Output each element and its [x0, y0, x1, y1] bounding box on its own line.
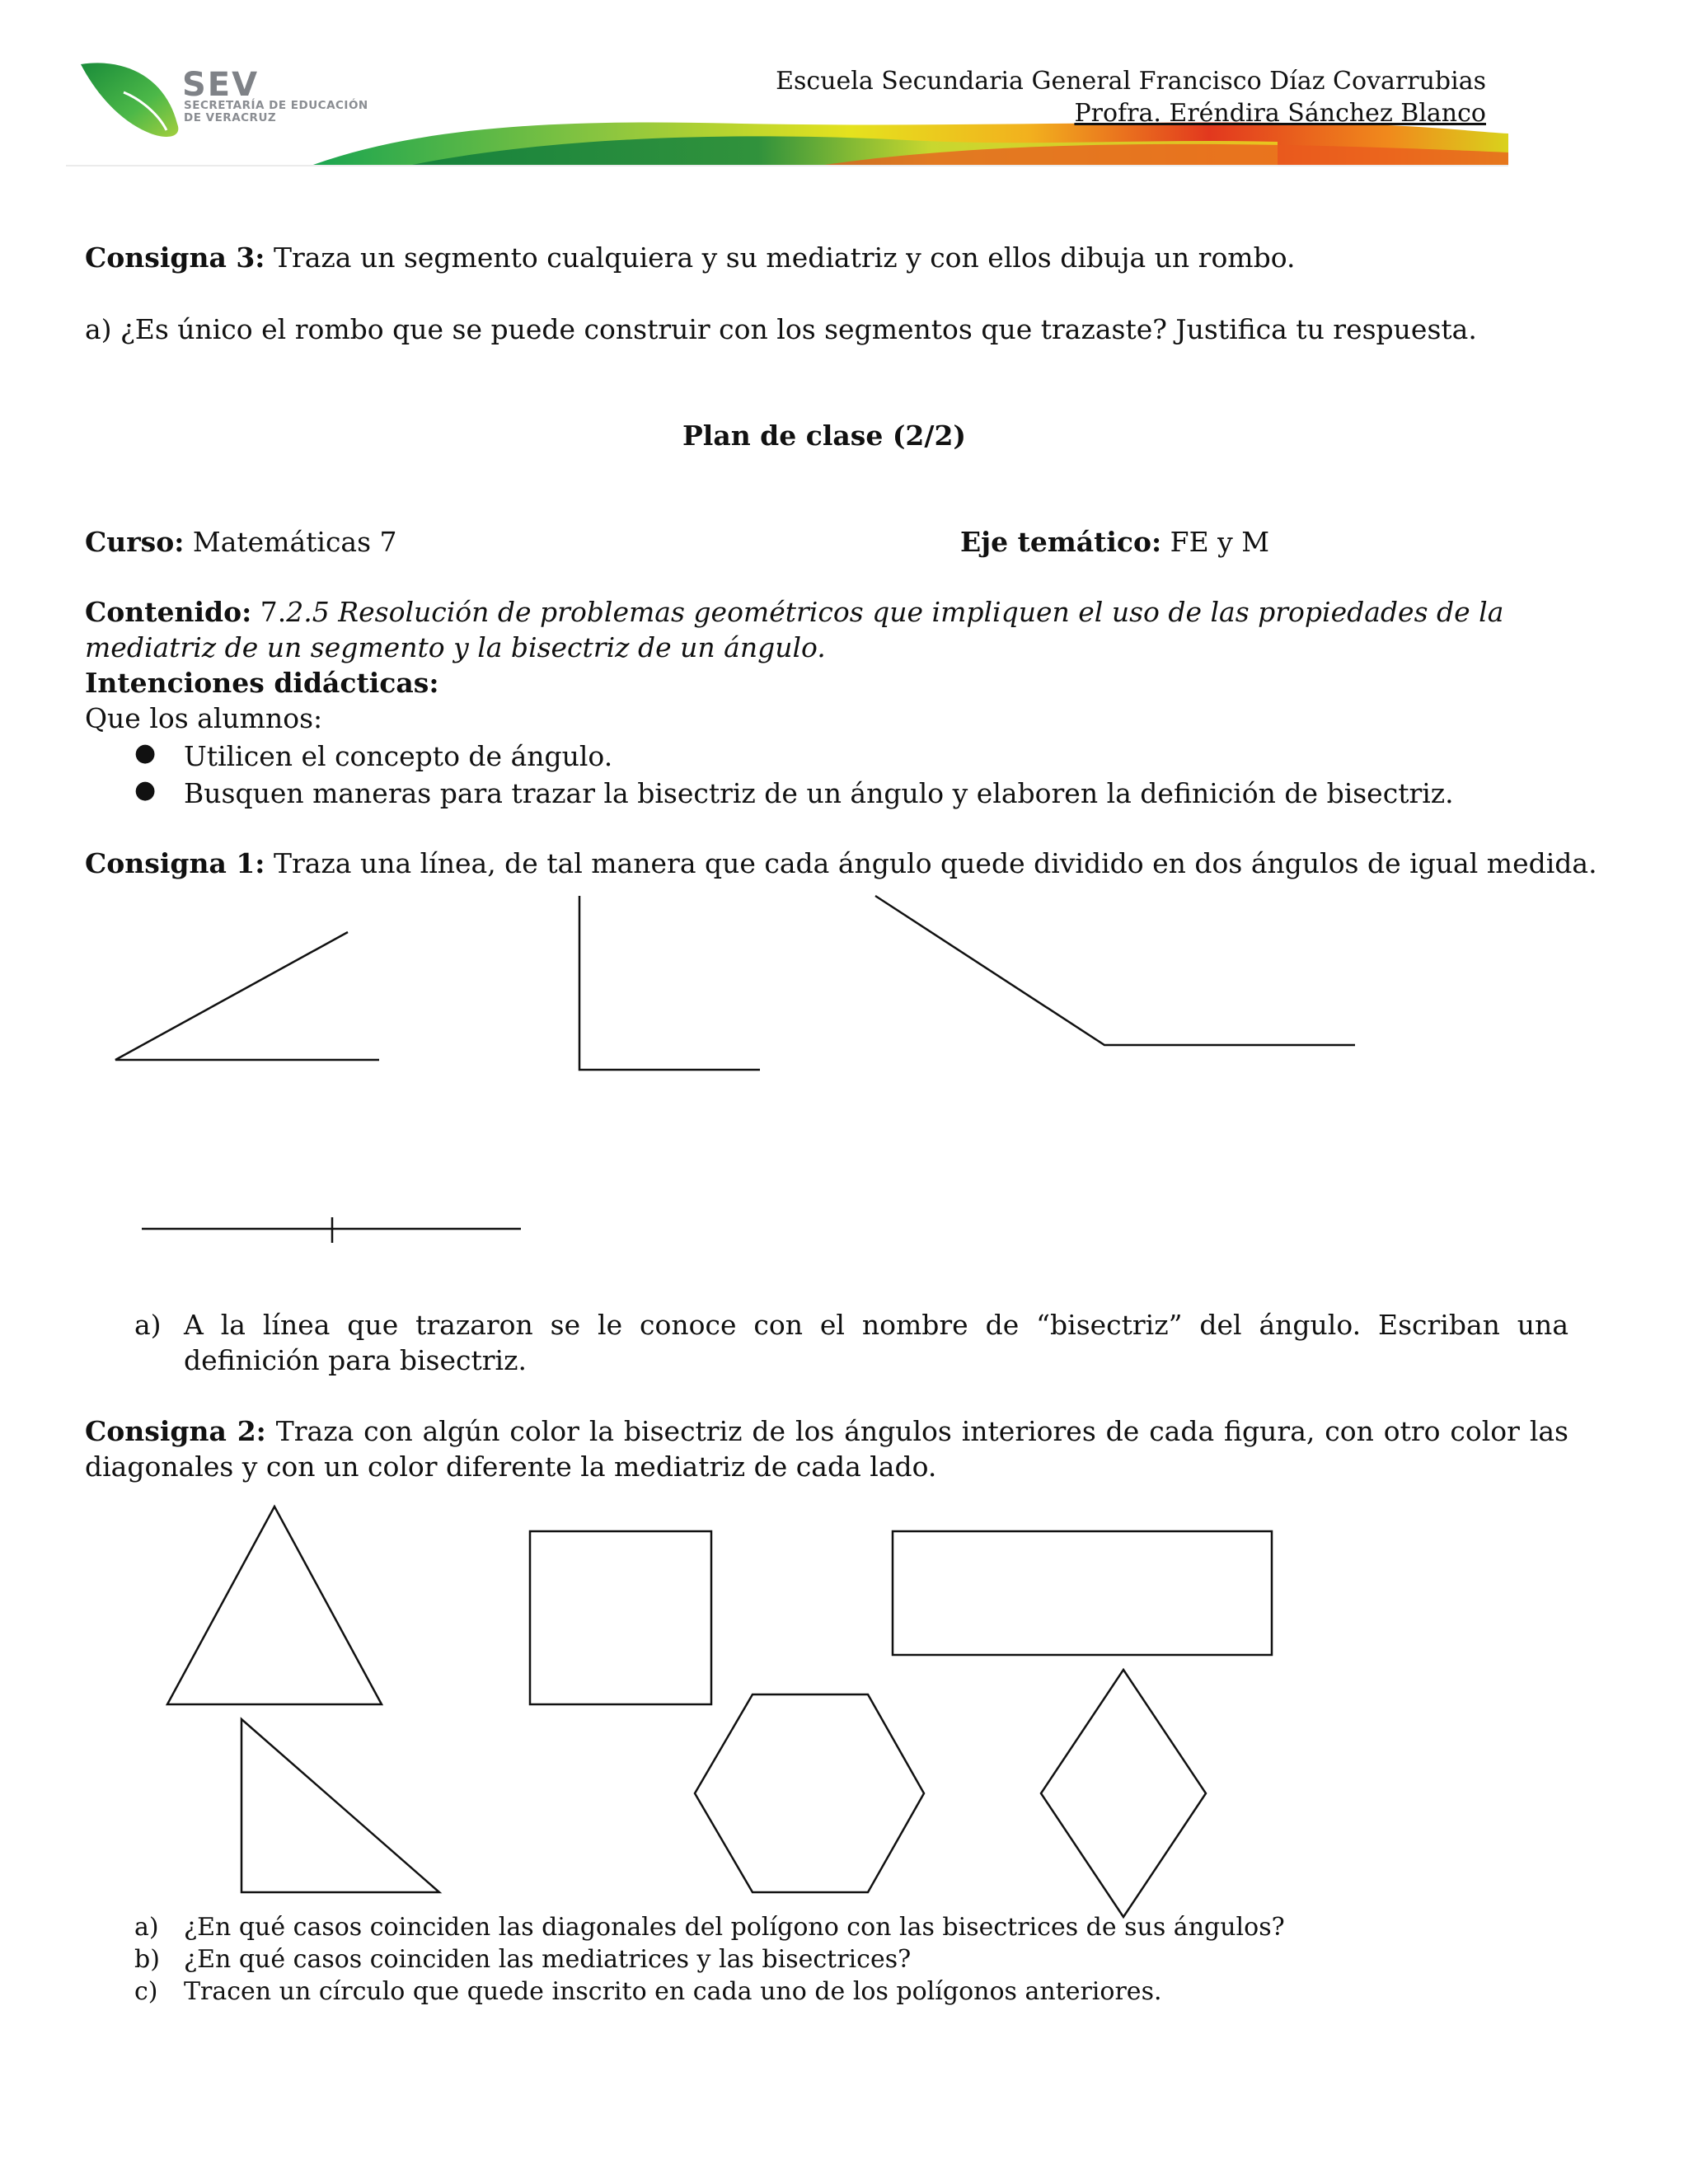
logo-sub-line1: SECRETARÍA DE EDUCACIÓN [184, 99, 368, 112]
contenido-text: 2.5 Resolución de problemas geométricos que impliquen el uso de las propiedades de la mediatriz de un segmento y la bisectriz de un ángulo. [85, 596, 1504, 663]
plan-title: Plan de clase (2/2) [682, 419, 967, 452]
consigna1-statement [85, 846, 1597, 881]
consigna2-question-a: ¿En qué casos coinciden las diagonales del polígono con las bisectrices de sus ángulos? [184, 1913, 1285, 1942]
consigna1-text: Traza una línea, de tal manera que cada ángulo quede dividido en dos ángulos de igual medida. [265, 847, 1597, 879]
consigna2-statement [85, 1413, 1568, 1484]
right-triangle [241, 1719, 439, 1892]
teacher-name: Profra. Eréndira Sánchez Blanco [1074, 99, 1486, 128]
curso-value: Matemáticas 7 [184, 526, 397, 558]
contenido-code: 7. [251, 596, 287, 628]
contenido-block [85, 594, 1568, 665]
bullet-icon: ● [134, 776, 157, 804]
curso-label: Curso: [85, 526, 185, 558]
intenciones-label: Intenciones didácticas: [85, 667, 439, 699]
consigna2-question-marker: b) [134, 1945, 160, 1974]
obtuse-angle [875, 896, 1355, 1045]
acute-angle [115, 932, 379, 1060]
school-name: Escuela Secundaria General Francisco Díaz Covarrubias [776, 67, 1486, 96]
consigna2-question-c: Tracen un círculo que quede inscrito en cada uno de los polígonos anteriores. [184, 1977, 1162, 2006]
eje-value: FE y M [1161, 526, 1270, 558]
consigna2-question-marker: a) [134, 1913, 159, 1942]
consigna2-text: Traza con algún color la bisectriz de los ángulos interiores de cada figura, con otro color las diagonales y con un color diferente la mediatriz de cada lado. [85, 1415, 1568, 1483]
intenciones-item-1: Utilicen el concepto de ángulo. [184, 740, 613, 772]
consigna2-question-marker: c) [134, 1977, 158, 2006]
square [530, 1531, 711, 1704]
eje-line [960, 524, 1269, 560]
contenido-label: Contenido: [85, 596, 252, 628]
rhombus [1041, 1670, 1206, 1917]
rectangle [893, 1531, 1272, 1655]
consigna1-question-a: A la línea que trazaron se le conoce con el nombre de “bisectriz” del ángulo. Escriban una definición para bisectriz. [184, 1309, 1568, 1376]
logo-title: SEV [182, 66, 260, 104]
hexagon [695, 1694, 924, 1892]
logo-subtitle [184, 100, 368, 124]
bullet-icon: ● [134, 738, 157, 767]
consigna3-question-a: a) ¿Es único el rombo que se puede construir con los segmentos que trazaste? Justifica tu respuesta. [85, 313, 1477, 345]
consigna2-label: Consigna 2: [85, 1415, 266, 1447]
eje-label: Eje temático: [960, 526, 1162, 558]
intenciones-intro: Que los alumnos: [85, 702, 323, 734]
consigna2-question-b: ¿En qué casos coinciden las mediatrices y las bisectrices? [184, 1945, 912, 1974]
consigna3-text: Traza un segmento cualquiera y su mediatriz y con ellos dibuja un rombo. [265, 241, 1296, 274]
consigna1-question-marker: a) [134, 1309, 162, 1341]
right-angle [579, 896, 760, 1070]
page-header [0, 0, 1688, 173]
intenciones-item-2: Busquen maneras para trazar la bisectriz de un ángulo y elaboren la definición de bisectriz. [184, 777, 1454, 809]
consigna3-label: Consigna 3: [85, 241, 265, 274]
consigna3-statement [85, 240, 1296, 275]
curso-line [85, 524, 397, 560]
consigna1-label: Consigna 1: [85, 847, 265, 879]
logo-sub-line2: DE VERACRUZ [184, 111, 277, 124]
equilateral-triangle [167, 1507, 382, 1704]
